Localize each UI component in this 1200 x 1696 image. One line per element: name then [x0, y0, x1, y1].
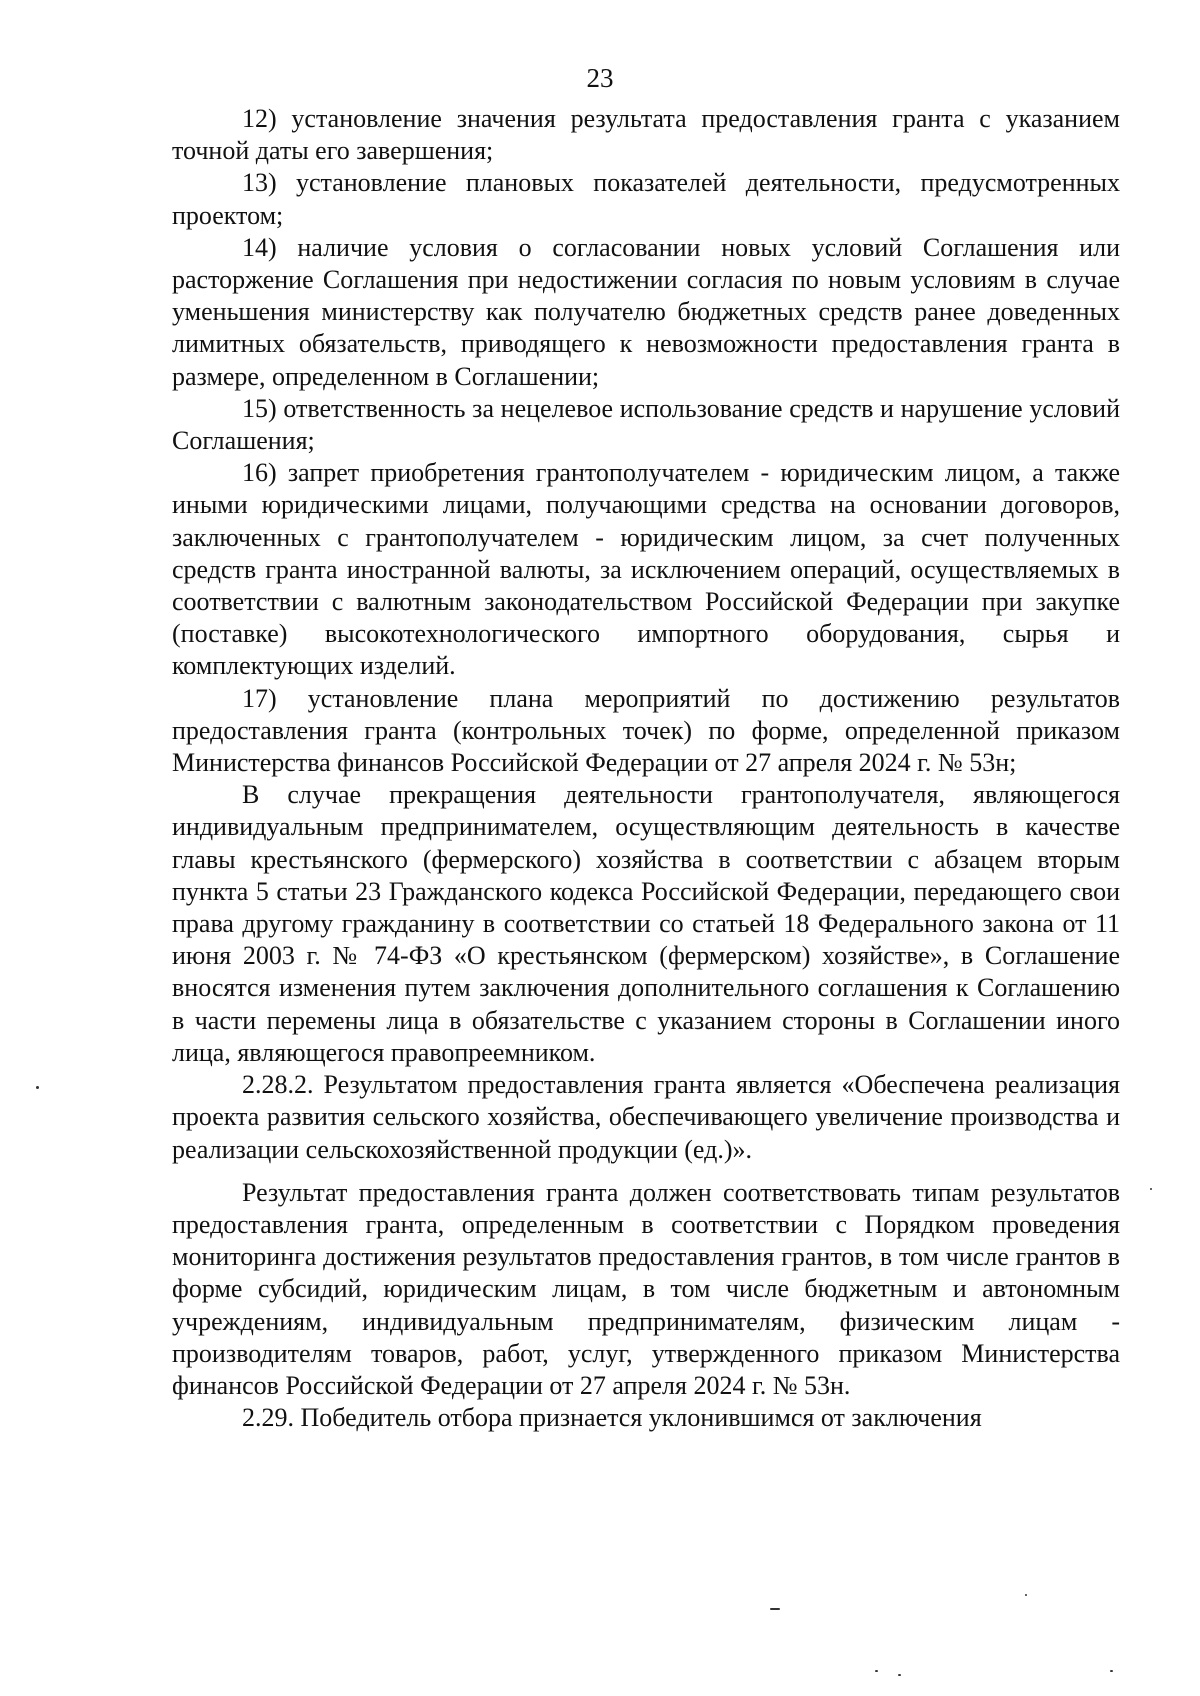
paragraph-item-15: 15) ответственность за нецелевое использование средств и нарушение условий Соглашения;: [172, 393, 1120, 456]
scan-speck: [1150, 1188, 1152, 1190]
scan-speck: [1110, 1670, 1113, 1672]
paragraph-item-16: 16) запрет приобретения грантополучателем - юридическим лицом, а также иными юридическими лицами, получающими средства на основании договоров, заключенных с грантополучателем - юридическим лицом, за счет полученных средств гранта иностранной валюты, за исключением операций, осуществляемых в соответствии с валютным законодательством Российской Федерации при закупке (поставке) высокотехнологического импортного оборудования, сырья и комплектующих изделий.: [172, 458, 1120, 681]
paragraph-item-17: 17) установление плана мероприятий по достижению результатов предоставления гранта (контрольных точек) по форме, определенной приказом Министерства финансов Российской Федерации от 27 апреля 2024 г. № 53н;: [172, 683, 1120, 778]
paragraph-item-13: 13) установление плановых показателей деятельности, предусмотренных проектом;: [172, 168, 1120, 230]
document-body: [172, 103, 1120, 1434]
paragraph-2-28-2: 2.28.2. Результатом предоставления гранта является «Обеспечена реализация проекта развития сельского хозяйства, обеспечивающего увеличение производства и реализации сельскохозяйственной продукции (ед.)».: [172, 1070, 1120, 1164]
paragraph-2-29: 2.29. Победитель отбора признается уклонившимся от заключения: [242, 1403, 982, 1433]
scan-speck: [770, 1608, 780, 1610]
scan-speck: [1025, 1594, 1027, 1596]
paragraph-item-14: 14) наличие условия о согласовании новых условий Соглашения или расторжение Соглашения при недостижении согласия по новым условиям в случае уменьшения министерству как получателю бюджетных средств ранее доведенных лимитных обязательств, приводящего к невозможности предоставления гранта в размере, определенном в Соглашении;: [172, 232, 1120, 391]
scan-speck: [898, 1674, 901, 1676]
page-number: 23: [586, 63, 614, 93]
paragraph-grant-result-types: Результат предоставления гранта должен соответствовать типам результатов предоставления гранта, определенным в соответствии с Порядком проведения мониторинга достижения результатов предоставления грантов, в том числе грантов в форме субсидий, юридическим лицам, в том числе бюджетным и автономным учреждениям, индивидуальным предпринимателям, физическим лицам - производителям товаров, работ, услуг, утвержденного приказом Министерства финансов Российской Федерации от 27 апреля 2024 г. № 53н.: [172, 1177, 1120, 1400]
paragraph-farm-succession: В случае прекращения деятельности грантополучателя, являющегося индивидуальным предпринимателем, осуществляющим деятельность в качестве главы крестьянского (фермерского) хозяйства в соответствии с абзацем вторым пункта 5 статьи 23 Гражданского кодекса Российской Федерации, передающего свои права другому гражданину в соответствии со статьей 18 Федерального закона от 11 июня 2003 г. № 74-ФЗ «О крестьянском (фермерском) хозяйстве», в Соглашение вносятся изменения путем заключения дополнительного соглашения к Соглашению в части перемены лица в обязательстве с указанием стороны в Соглашении иного лица, являющегося правопреемником.: [172, 780, 1120, 1067]
scan-speck: [875, 1670, 878, 1672]
scan-speck: [36, 1086, 39, 1089]
paragraph-item-12: 12) установление значения результата предоставления гранта с указанием точной даты его завершения;: [172, 104, 1120, 166]
